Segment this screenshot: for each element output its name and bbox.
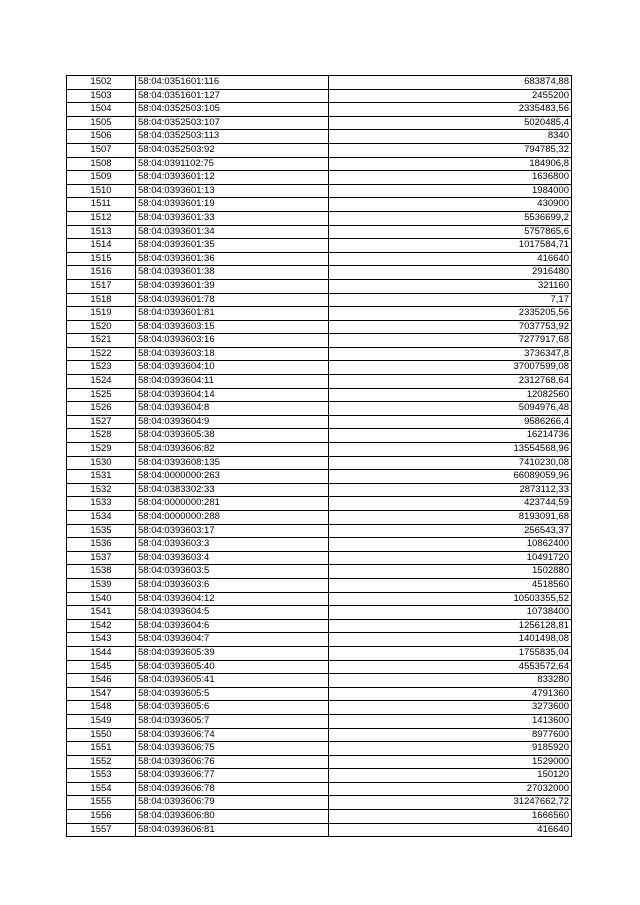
value-cell: 16214736 [329, 429, 572, 443]
table-row [67, 279, 572, 293]
table-row [67, 796, 572, 810]
cadastral-number-cell: 58:04:0393608:135 [136, 456, 329, 470]
value-cell: 5536699,2 [329, 211, 572, 225]
cadastral-number-cell: 58:04:0393606:74 [136, 728, 329, 742]
table-row [67, 810, 572, 824]
value-cell: 1636800 [329, 171, 572, 185]
row-number-cell: 1520 [67, 320, 136, 334]
value-cell: 31247662,72 [329, 796, 572, 810]
cadastral-number-cell: 58:04:0393601:12 [136, 171, 329, 185]
row-number-cell: 1522 [67, 347, 136, 361]
cadastral-number-cell: 58:04:0352503:105 [136, 103, 329, 117]
cadastral-number-cell: 58:04:0393606:76 [136, 755, 329, 769]
cadastral-number-cell: 58:04:0393601:36 [136, 252, 329, 266]
table-row [67, 184, 572, 198]
value-cell: 184906,8 [329, 157, 572, 171]
row-number-cell: 1516 [67, 266, 136, 280]
cadastral-number-cell: 58:04:0383302:33 [136, 483, 329, 497]
cadastral-number-cell: 58:04:0351601:127 [136, 89, 329, 103]
cadastral-number-cell: 58:04:0351601:116 [136, 76, 329, 90]
table-row [67, 143, 572, 157]
cadastral-number-cell: 58:04:0393605:5 [136, 687, 329, 701]
table-row [67, 225, 572, 239]
row-number-cell: 1552 [67, 755, 136, 769]
row-number-cell: 1543 [67, 633, 136, 647]
table-row [67, 198, 572, 212]
cadastral-number-cell: 58:04:0391102:75 [136, 157, 329, 171]
value-cell: 7277917,68 [329, 334, 572, 348]
row-number-cell: 1508 [67, 157, 136, 171]
row-number-cell: 1542 [67, 619, 136, 633]
cadastral-number-cell: 58:04:0393606:79 [136, 796, 329, 810]
value-cell: 2455200 [329, 89, 572, 103]
cadastral-value-table [66, 75, 572, 837]
row-number-cell: 1509 [67, 171, 136, 185]
table-row [67, 307, 572, 321]
value-cell: 794785,32 [329, 143, 572, 157]
table-row [67, 456, 572, 470]
cadastral-number-cell: 58:04:0393601:33 [136, 211, 329, 225]
table-body [67, 76, 572, 837]
row-number-cell: 1536 [67, 538, 136, 552]
cadastral-number-cell: 58:04:0393606:81 [136, 823, 329, 837]
value-cell: 2335205,56 [329, 307, 572, 321]
cadastral-number-cell: 58:04:0393601:38 [136, 266, 329, 280]
row-number-cell: 1551 [67, 742, 136, 756]
value-cell: 3273600 [329, 701, 572, 715]
value-cell: 8193091,68 [329, 511, 572, 525]
row-number-cell: 1539 [67, 578, 136, 592]
table-row [67, 565, 572, 579]
table-row [67, 687, 572, 701]
value-cell: 66089059,96 [329, 470, 572, 484]
row-number-cell: 1547 [67, 687, 136, 701]
value-cell: 256543,37 [329, 524, 572, 538]
row-number-cell: 1545 [67, 660, 136, 674]
cadastral-number-cell: 58:04:0393601:34 [136, 225, 329, 239]
table-row [67, 361, 572, 375]
table-row [67, 443, 572, 457]
value-cell: 27032000 [329, 782, 572, 796]
table-row [67, 347, 572, 361]
row-number-cell: 1514 [67, 239, 136, 253]
value-cell: 1666560 [329, 810, 572, 824]
row-number-cell: 1533 [67, 497, 136, 511]
row-number-cell: 1521 [67, 334, 136, 348]
value-cell: 37007599,08 [329, 361, 572, 375]
cadastral-number-cell: 58:04:0393603:4 [136, 551, 329, 565]
table-row [67, 742, 572, 756]
value-cell: 150120 [329, 769, 572, 783]
value-cell: 1529000 [329, 755, 572, 769]
row-number-cell: 1527 [67, 415, 136, 429]
value-cell: 4518560 [329, 578, 572, 592]
cadastral-number-cell: 58:04:0393603:17 [136, 524, 329, 538]
row-number-cell: 1538 [67, 565, 136, 579]
table-row [67, 592, 572, 606]
row-number-cell: 1505 [67, 116, 136, 130]
row-number-cell: 1525 [67, 388, 136, 402]
row-number-cell: 1554 [67, 782, 136, 796]
table-row [67, 782, 572, 796]
cadastral-number-cell: 58:04:0393604:10 [136, 361, 329, 375]
cadastral-number-cell: 58:04:0393606:77 [136, 769, 329, 783]
cadastral-number-cell: 58:04:0393603:6 [136, 578, 329, 592]
value-cell: 3736347,8 [329, 347, 572, 361]
table-row [67, 211, 572, 225]
table-row [67, 252, 572, 266]
row-number-cell: 1529 [67, 443, 136, 457]
table-row [67, 334, 572, 348]
cadastral-number-cell: 58:04:0352503:113 [136, 130, 329, 144]
value-cell: 2312768,64 [329, 375, 572, 389]
row-number-cell: 1534 [67, 511, 136, 525]
row-number-cell: 1517 [67, 279, 136, 293]
value-cell: 10862400 [329, 538, 572, 552]
value-cell: 1413600 [329, 714, 572, 728]
value-cell: 10738400 [329, 606, 572, 620]
table-row [67, 660, 572, 674]
table-row [67, 415, 572, 429]
value-cell: 1256128,81 [329, 619, 572, 633]
value-cell: 12082560 [329, 388, 572, 402]
row-number-cell: 1537 [67, 551, 136, 565]
row-number-cell: 1535 [67, 524, 136, 538]
table-row [67, 103, 572, 117]
table-row [67, 116, 572, 130]
row-number-cell: 1532 [67, 483, 136, 497]
cadastral-number-cell: 58:04:0393601:13 [136, 184, 329, 198]
row-number-cell: 1513 [67, 225, 136, 239]
table-row [67, 157, 572, 171]
row-number-cell: 1546 [67, 674, 136, 688]
row-number-cell: 1524 [67, 375, 136, 389]
value-cell: 5020485,4 [329, 116, 572, 130]
table-row [67, 646, 572, 660]
cadastral-number-cell: 58:04:0352503:92 [136, 143, 329, 157]
row-number-cell: 1556 [67, 810, 136, 824]
value-cell: 9185920 [329, 742, 572, 756]
value-cell: 7410230,08 [329, 456, 572, 470]
table-row [67, 293, 572, 307]
value-cell: 1017584,71 [329, 239, 572, 253]
cadastral-number-cell: 58:04:0393603:3 [136, 538, 329, 552]
table-row [67, 823, 572, 837]
table-row [67, 266, 572, 280]
value-cell: 4791360 [329, 687, 572, 701]
table-row [67, 551, 572, 565]
row-number-cell: 1555 [67, 796, 136, 810]
table-row [67, 375, 572, 389]
row-number-cell: 1512 [67, 211, 136, 225]
value-cell: 5757865,6 [329, 225, 572, 239]
cadastral-number-cell: 58:04:0393604:6 [136, 619, 329, 633]
row-number-cell: 1544 [67, 646, 136, 660]
table-row [67, 606, 572, 620]
row-number-cell: 1515 [67, 252, 136, 266]
value-cell: 683874,88 [329, 76, 572, 90]
row-number-cell: 1530 [67, 456, 136, 470]
value-cell: 833280 [329, 674, 572, 688]
cadastral-number-cell: 58:04:0393606:75 [136, 742, 329, 756]
value-cell: 1401498,08 [329, 633, 572, 647]
table-row [67, 701, 572, 715]
value-cell: 10503355,52 [329, 592, 572, 606]
row-number-cell: 1504 [67, 103, 136, 117]
value-cell: 416640 [329, 823, 572, 837]
table-row [67, 674, 572, 688]
value-cell: 1755835,04 [329, 646, 572, 660]
row-number-cell: 1540 [67, 592, 136, 606]
cadastral-number-cell: 58:04:0393605:7 [136, 714, 329, 728]
table-row [67, 130, 572, 144]
cadastral-number-cell: 58:04:0000000:281 [136, 497, 329, 511]
row-number-cell: 1526 [67, 402, 136, 416]
value-cell: 4553572,64 [329, 660, 572, 674]
value-cell: 13554568,96 [329, 443, 572, 457]
value-cell: 7,17 [329, 293, 572, 307]
value-cell: 7037753,92 [329, 320, 572, 334]
table-row [67, 728, 572, 742]
value-cell: 430900 [329, 198, 572, 212]
value-cell: 2335483,56 [329, 103, 572, 117]
value-cell: 8340 [329, 130, 572, 144]
table-row [67, 524, 572, 538]
table-row [67, 619, 572, 633]
cadastral-number-cell: 58:04:0393604:5 [136, 606, 329, 620]
table-row [67, 497, 572, 511]
value-cell: 416640 [329, 252, 572, 266]
cadastral-number-cell: 58:04:0393603:16 [136, 334, 329, 348]
table-row [67, 633, 572, 647]
value-cell: 2916480 [329, 266, 572, 280]
row-number-cell: 1531 [67, 470, 136, 484]
cadastral-number-cell: 58:04:0393604:14 [136, 388, 329, 402]
table-row [67, 429, 572, 443]
value-cell: 423744,59 [329, 497, 572, 511]
table-row [67, 483, 572, 497]
table-row [67, 755, 572, 769]
cadastral-number-cell: 58:04:0393601:39 [136, 279, 329, 293]
row-number-cell: 1503 [67, 89, 136, 103]
cadastral-number-cell: 58:04:0393603:5 [136, 565, 329, 579]
cadastral-number-cell: 58:04:0393605:40 [136, 660, 329, 674]
table-row [67, 320, 572, 334]
cadastral-number-cell: 58:04:0393604:7 [136, 633, 329, 647]
row-number-cell: 1518 [67, 293, 136, 307]
value-cell: 321160 [329, 279, 572, 293]
table-row [67, 470, 572, 484]
row-number-cell: 1528 [67, 429, 136, 443]
cadastral-number-cell: 58:04:0393601:78 [136, 293, 329, 307]
cadastral-number-cell: 58:04:0393606:78 [136, 782, 329, 796]
cadastral-number-cell: 58:04:0000000:263 [136, 470, 329, 484]
cadastral-number-cell: 58:04:0393601:81 [136, 307, 329, 321]
cadastral-number-cell: 58:04:0393604:8 [136, 402, 329, 416]
value-cell: 1984000 [329, 184, 572, 198]
row-number-cell: 1553 [67, 769, 136, 783]
cadastral-number-cell: 58:04:0393605:41 [136, 674, 329, 688]
cadastral-number-cell: 58:04:0000000:288 [136, 511, 329, 525]
value-cell: 8977600 [329, 728, 572, 742]
row-number-cell: 1550 [67, 728, 136, 742]
row-number-cell: 1523 [67, 361, 136, 375]
cadastral-number-cell: 58:04:0393601:19 [136, 198, 329, 212]
cadastral-number-cell: 58:04:0393601:35 [136, 239, 329, 253]
cadastral-number-cell: 58:04:0393605:38 [136, 429, 329, 443]
row-number-cell: 1548 [67, 701, 136, 715]
cadastral-number-cell: 58:04:0393604:11 [136, 375, 329, 389]
row-number-cell: 1502 [67, 76, 136, 90]
row-number-cell: 1510 [67, 184, 136, 198]
table-row [67, 769, 572, 783]
cadastral-number-cell: 58:04:0393604:12 [136, 592, 329, 606]
cadastral-number-cell: 58:04:0393606:82 [136, 443, 329, 457]
table-row [67, 388, 572, 402]
row-number-cell: 1506 [67, 130, 136, 144]
row-number-cell: 1549 [67, 714, 136, 728]
value-cell: 1502880 [329, 565, 572, 579]
table-row [67, 76, 572, 90]
table-row [67, 538, 572, 552]
row-number-cell: 1557 [67, 823, 136, 837]
value-cell: 2873112,33 [329, 483, 572, 497]
table-row [67, 171, 572, 185]
cadastral-number-cell: 58:04:0393606:80 [136, 810, 329, 824]
table-row [67, 402, 572, 416]
table-row [67, 89, 572, 103]
table-row [67, 239, 572, 253]
row-number-cell: 1541 [67, 606, 136, 620]
value-cell: 10491720 [329, 551, 572, 565]
row-number-cell: 1519 [67, 307, 136, 321]
cadastral-number-cell: 58:04:0393604:9 [136, 415, 329, 429]
row-number-cell: 1507 [67, 143, 136, 157]
value-cell: 5094976,48 [329, 402, 572, 416]
value-cell: 9586266,4 [329, 415, 572, 429]
cadastral-number-cell: 58:04:0393605:39 [136, 646, 329, 660]
cadastral-number-cell: 58:04:0393605:6 [136, 701, 329, 715]
cadastral-number-cell: 58:04:0393603:15 [136, 320, 329, 334]
row-number-cell: 1511 [67, 198, 136, 212]
cadastral-number-cell: 58:04:0352503:107 [136, 116, 329, 130]
table-row [67, 511, 572, 525]
cadastral-number-cell: 58:04:0393603:18 [136, 347, 329, 361]
table-row [67, 578, 572, 592]
table-row [67, 714, 572, 728]
